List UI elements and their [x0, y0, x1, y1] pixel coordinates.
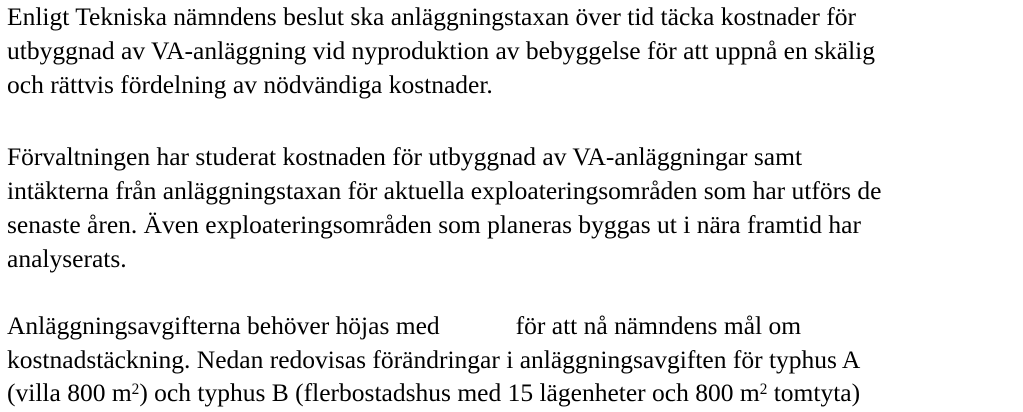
paragraph-3-line-3-part-b: ) och typhus B (flerbostadshus med 15 lägenheter och 800 m — [139, 378, 760, 407]
superscript-2: 2 — [131, 381, 140, 399]
paragraph-2-line-3: senaste åren. Även exploateringsområden som planeras byggas ut i nära framtid har — [7, 210, 861, 239]
paragraph-3-line-2: kostnadstäckning. Nedan redovisas förändringar i anläggningsavgiften för typhus A — [7, 345, 861, 374]
paragraph-1-line-2: utbyggnad av VA-anläggning vid nyproduktion av bebyggelse för att uppnå en skälig — [7, 36, 876, 65]
paragraph-3-line-1-text-before: Anläggningsavgifterna behöver höjas med — [7, 311, 440, 340]
superscript-2: 2 — [759, 381, 768, 399]
paragraph-3-line-1-text-after: för att nå nämndens mål om — [515, 311, 802, 340]
paragraph-2-line-1: Förvaltningen har studerat kostnaden för utbyggnad av VA-anläggningar samt — [7, 142, 803, 171]
paragraph-2-line-2: intäkterna från anläggningstaxan för aktuella exploateringsområden som har utförs de — [7, 176, 882, 205]
paragraph-1-line-1: Enligt Tekniska nämndens beslut ska anläggningstaxan över tid täcka kostnader för — [7, 2, 856, 31]
paragraph-3-line-1 — [7, 309, 801, 343]
paragraph-1-line-3: och rättvis fördelning av nödvändiga kostnader. — [7, 70, 493, 99]
paragraph-3-line-3 — [7, 376, 860, 410]
paragraph-2-line-4: analyserats. — [7, 244, 127, 273]
paragraph-3-line-3-part-a: (villa 800 m — [7, 378, 132, 407]
paragraph-3-line-3-part-c: tomtyta) — [767, 378, 861, 407]
